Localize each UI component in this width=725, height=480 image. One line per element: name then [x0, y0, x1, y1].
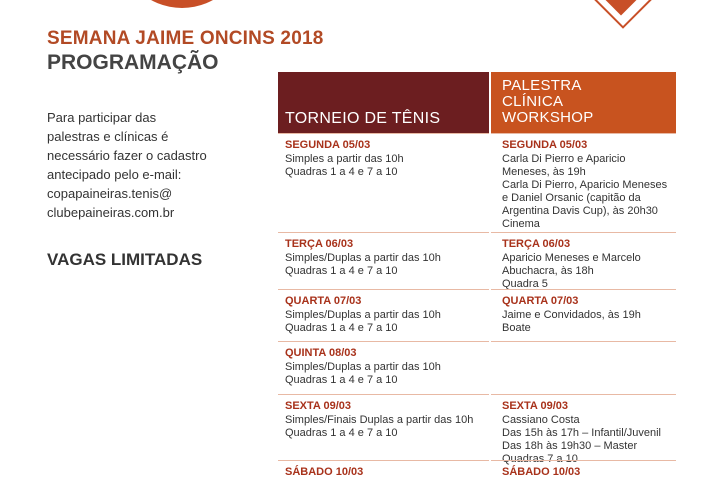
event-title: SEMANA JAIME ONCINS 2018	[47, 28, 324, 49]
palestras-row	[491, 232, 676, 289]
intro-line: necessário fazer o cadastro	[47, 148, 207, 163]
schedule-details	[502, 252, 676, 291]
palestras-row	[491, 289, 676, 341]
schedule-line: Quadras 1 a 4 e 7 a 10	[285, 322, 398, 334]
schedule-line: Simples/Duplas a partir das 10h	[285, 309, 441, 321]
schedule-line: Quadras 7 a 10	[502, 453, 578, 465]
tenis-row	[278, 341, 489, 394]
schedule-day: TERÇA 06/03	[502, 238, 571, 250]
intro-text	[47, 108, 247, 222]
schedule-details	[285, 309, 489, 335]
schedule-line: Carla Di Pierro e Aparicio	[502, 153, 626, 165]
schedule-line: Simples/Finais Duplas a partir das 10h	[285, 414, 474, 426]
palestra-header-line: CLÍNICA	[502, 93, 564, 110]
intro-line: Para participar das	[47, 110, 157, 125]
tenis-row	[278, 289, 489, 341]
palestras-row	[491, 460, 676, 480]
schedule-day: SEGUNDA 05/03	[285, 139, 371, 151]
schedule-line: Argentina Davis Cup), às 20h30	[502, 205, 658, 217]
schedule-day: SEXTA 09/03	[502, 400, 569, 412]
schedule-line: Cassiano Costa	[502, 414, 580, 426]
schedule-line: Aparicio Meneses e Marcelo	[502, 252, 641, 264]
decorative-arc-shape	[118, 0, 246, 8]
schedule-day: SÁBADO 10/03	[285, 466, 364, 478]
tenis-row	[278, 133, 489, 232]
schedule-day: SEGUNDA 05/03	[502, 139, 588, 151]
tenis-row	[278, 232, 489, 289]
schedule-details	[502, 414, 676, 466]
schedule-line: Simples/Duplas a partir das 10h	[285, 252, 441, 264]
schedule-line: e Daniel Orsanic (capitão da	[502, 192, 641, 204]
schedule-line: Abuchacra, às 18h	[502, 265, 594, 277]
palestras-row	[491, 341, 676, 394]
palestra-header-line: WORKSHOP	[502, 109, 594, 126]
schedule-details	[285, 414, 489, 440]
schedule-details	[502, 309, 676, 335]
schedule-day: SEXTA 09/03	[285, 400, 352, 412]
schedule-day: QUINTA 08/03	[285, 347, 357, 359]
schedule-line: Jaime e Convidados, às 19h	[502, 309, 641, 321]
schedule-line: Quadra 5	[502, 278, 548, 290]
tenis-header-label: TORNEIO DE TÊNIS	[285, 110, 441, 127]
schedule-day: QUARTA 07/03	[285, 295, 362, 307]
schedule-line: Quadras 1 a 4 e 7 a 10	[285, 265, 398, 277]
tenis-row	[278, 460, 489, 480]
schedule-day: QUARTA 07/03	[502, 295, 579, 307]
schedule-details	[502, 153, 676, 231]
schedule-line: Quadras 1 a 4 e 7 a 10	[285, 374, 398, 386]
intro-line: antecipado pelo e-mail:	[47, 167, 182, 182]
schedule-details	[285, 153, 489, 179]
schedule-day: SÁBADO 10/03	[502, 466, 581, 478]
page-title: PROGRAMAÇÃO	[47, 51, 219, 74]
schedule-line: Quadras 1 a 4 e 7 a 10	[285, 166, 398, 178]
tenis-row	[278, 394, 489, 460]
schedule-details	[285, 252, 489, 278]
schedule-line: Simples/Duplas a partir das 10h	[285, 361, 441, 373]
schedule-line: Das 15h às 17h – Infantil/Juvenil	[502, 427, 661, 439]
schedule-line: Boate	[502, 322, 531, 334]
decorative-diamond-shape	[589, 0, 653, 34]
schedule-line: Quadras 1 a 4 e 7 a 10	[285, 427, 398, 439]
email-line: copapaineiras.tenis@	[47, 186, 173, 201]
palestras-row	[491, 394, 676, 465]
limited-spots-notice: VAGAS LIMITADAS	[47, 250, 203, 269]
palestra-column-header	[491, 72, 676, 133]
schedule-day: TERÇA 06/03	[285, 238, 354, 250]
schedule-line: Simples a partir das 10h	[285, 153, 404, 165]
tenis-column-header	[278, 72, 489, 133]
email-line: clubepaineiras.com.br	[47, 205, 175, 220]
palestra-header-line: PALESTRA	[502, 77, 582, 94]
palestras-row	[491, 133, 676, 232]
schedule-line: Das 18h às 19h30 – Master	[502, 440, 638, 452]
schedule-line: Cinema	[502, 218, 540, 230]
intro-line: palestras e clínicas é	[47, 129, 169, 144]
schedule-line: Carla Di Pierro, Aparicio Meneses	[502, 179, 668, 191]
schedule-details	[285, 361, 489, 387]
schedule-line: Meneses, às 19h	[502, 166, 586, 178]
